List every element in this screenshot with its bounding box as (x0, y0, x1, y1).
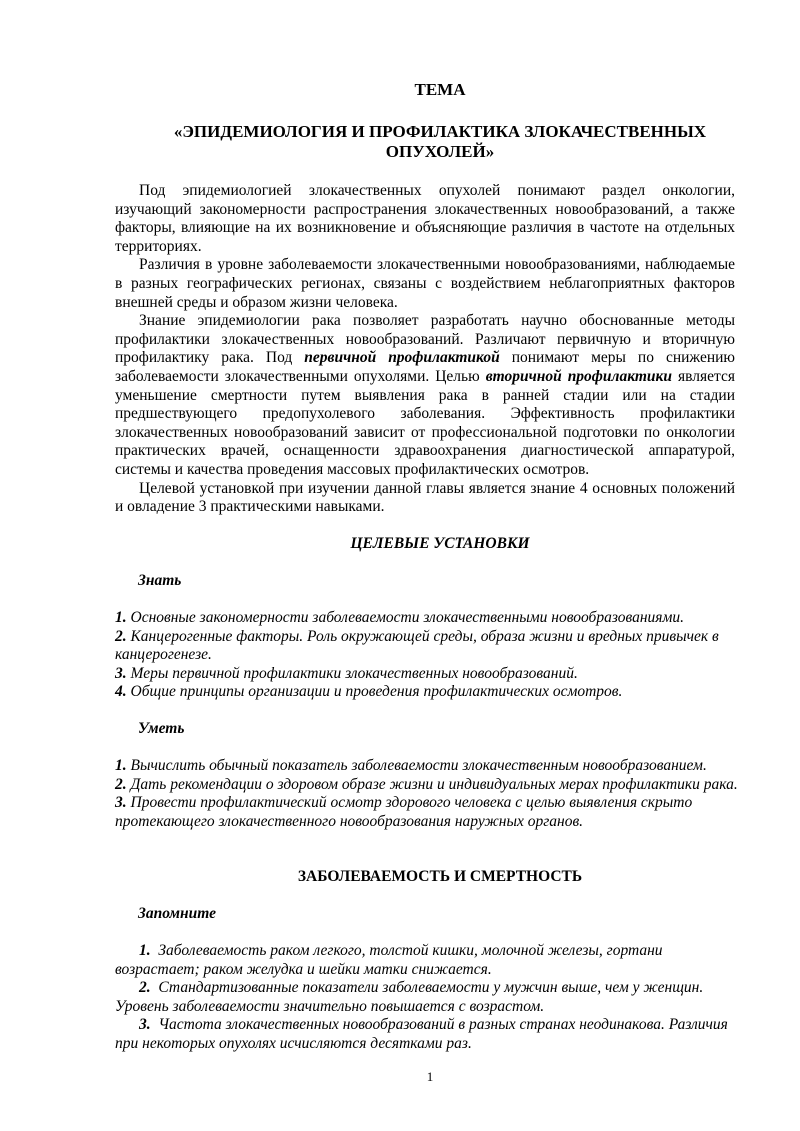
list-item (115, 683, 740, 702)
item-number: 1. (115, 757, 127, 774)
know-label: Знать (138, 572, 182, 589)
title-line-1: «ЭПИДЕМИОЛОГИЯ И ПРОФИЛАКТИКА ЗЛОКАЧЕСТВЕННЫХ (173, 122, 707, 141)
remember-label: Запомните (138, 905, 216, 922)
can-label: Уметь (138, 720, 185, 737)
list-item (115, 942, 740, 979)
know-list (115, 609, 740, 702)
text-run: понимают меры по снижению заболеваемости злокачественными опухолями. Целью (115, 349, 735, 385)
item-text: Вычислить обычный показатель заболеваемости злокачественным новообразованием. (126, 757, 707, 774)
item-number: 3. (115, 794, 127, 812)
title-line-2: ОПУХОЛЕЙ» (385, 142, 495, 161)
page-title (115, 122, 765, 162)
item-number: 1. (115, 609, 127, 626)
list-item (115, 757, 740, 776)
text-run: Знание эпидемиологии рака позволяет разработать научно обоснованные методы профилактики злокачественных новообразований. Различают первичную и вторичную профилактику рака. Под (115, 312, 735, 367)
intro-paragraph-1: Под эпидемиологией злокачественных опухолей понимают раздел онкологии, изучающий закономерности распространения злокачественных новообразований, а также факторы, влияющие на их возникновение и объясняющие различия в частоте на отдельных территориях. (115, 182, 735, 255)
item-number: 3. (115, 664, 127, 682)
topic-label: ТЕМА (414, 80, 466, 99)
item-text: Провести профилактический осмотр здорового человека с целью выявления скрыто протекающего злокачественного новообразования наружных органов. (115, 794, 693, 830)
item-text: Стандартизованные показатели заболеваемости у мужчин выше, чем у женщин. Уровень заболеваемости значительно повышается с возрастом. (115, 979, 704, 1015)
primary-prevention-term: первичной профилактикой (304, 349, 500, 367)
item-text: Канцерогенные факторы. Роль окружающей среды, образа жизни и вредных привычек в канцерогенезе. (115, 627, 719, 664)
item-text: Меры первичной профилактики злокачественных новообразований. (126, 664, 578, 682)
item-number: 2. (139, 979, 151, 997)
item-text: Основные закономерности заболеваемости злокачественными новообразованиями. (126, 609, 684, 626)
list-item (115, 609, 740, 628)
page-number: 1 (426, 1069, 434, 1084)
list-item (115, 794, 740, 831)
secondary-prevention-term: вторичной профилактики (485, 367, 673, 385)
morbidity-heading: ЗАБОЛЕВАЕМОСТЬ И СМЕРТНОСТЬ (297, 868, 583, 885)
item-text: Заболеваемость раком легкого, толстой кишки, молочной железы, гортани возрастает; раком желудка и шейки матки снижается. (115, 942, 663, 978)
list-item (115, 776, 740, 795)
intro-paragraph-2: Различия в уровне заболеваемости злокачественными новообразованиями, наблюдаемые в разных географических регионах, связаны с воздействием неблагоприятных факторов внешней среды и образом жизни человека. (115, 256, 735, 311)
item-text: Частота злокачественных новообразований в разных странах неодинакова. Различия при некоторых опухолях исчисляются десятками раз. (115, 1016, 728, 1052)
list-item (115, 979, 740, 1016)
item-number: 1. (139, 942, 151, 959)
item-number: 4. (115, 683, 127, 701)
item-text: Общие принципы организации и проведения профилактических осмотров. (126, 683, 623, 701)
goals-heading: ЦЕЛЕВЫЕ УСТАНОВКИ (350, 535, 530, 552)
intro-paragraph-3 (115, 312, 735, 479)
intro-paragraph-4: Целевой установкой при изучении данной главы является знание 4 основных положений и овладение 3 практическими навыками. (115, 479, 735, 516)
remember-list (115, 942, 740, 1054)
item-number: 2. (115, 775, 127, 793)
item-text: Дать рекомендации о здоровом образе жизни и индивидуальных мерах профилактики рака. (126, 775, 738, 793)
text-run: является уменьшение смертности путем выявления рака в ранней стадии или на стадии предшествующего предопухолевого заболевания. Эффективность профилактики злокачественных новообразований зависит от профессиональной подготовки по онкологии практических врачей, оснащенности здравоохранения диагностической аппаратурой, системы и качества проведения массовых профилактических осмотров. (115, 367, 735, 478)
can-list (115, 757, 740, 831)
list-item (115, 628, 740, 665)
item-number: 2. (115, 627, 127, 645)
item-number: 3. (139, 1016, 151, 1034)
intro-section (115, 182, 735, 517)
list-item (115, 1016, 740, 1053)
list-item (115, 665, 740, 684)
